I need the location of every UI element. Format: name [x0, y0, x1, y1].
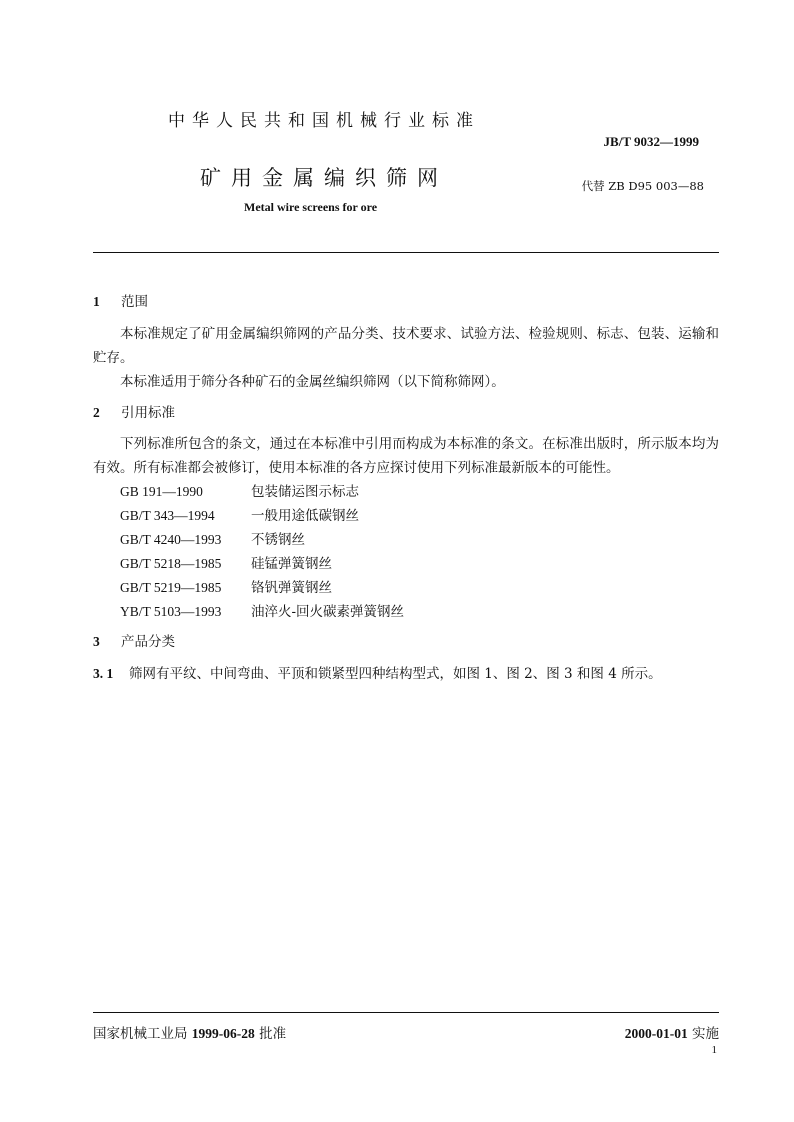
- clause-3-1: [93, 662, 662, 682]
- reference-row: [120, 576, 332, 596]
- reference-code: GB/T 343—1994: [120, 508, 215, 523]
- standard-number: JB/T 9032—1999: [603, 134, 699, 149]
- section-2-paragraph-1: 下列标准所包含的条文，通过在本标准中引用而构成为本标准的条文。在标准出版时，所示版本均为有效。所有标准都会被修订，使用本标准的各方应探讨使用下列标准最新版本的可能性。: [93, 436, 719, 476]
- reference-name: 包装储运图示标志: [251, 484, 359, 500]
- reference-code: YB/T 5103—1993: [120, 604, 222, 619]
- reference-name: 油淬火-回火碳素弹簧钢丝: [251, 604, 405, 620]
- footer-divider: [93, 1012, 719, 1013]
- approval-date: 1999-06-28: [191, 1026, 255, 1041]
- reference-row: [120, 504, 359, 524]
- section-1-heading: [93, 290, 148, 310]
- approval-line: [93, 1022, 286, 1042]
- reference-code: GB/T 5219—1985: [120, 580, 222, 595]
- reference-name: 不锈钢丝: [251, 532, 305, 548]
- section-2-heading: [93, 401, 175, 421]
- reference-row: [120, 552, 332, 572]
- section-3-number: 3: [93, 634, 100, 649]
- section-3-title: 产品分类: [121, 634, 175, 650]
- reference-row: [120, 480, 359, 500]
- industry-standard-title: 中华人民共和国机械行业标准: [168, 111, 480, 131]
- reference-row: [120, 600, 404, 620]
- reference-name: 硅锰弹簧钢丝: [251, 556, 332, 572]
- page-number: 1: [711, 1044, 717, 1056]
- reference-code: GB 191—1990: [120, 484, 203, 499]
- reference-name: 一般用途低碳钢丝: [251, 508, 359, 524]
- section-2-number: 2: [93, 405, 100, 420]
- section-1-paragraph-2: 本标准适用于筛分各种矿石的金属丝编织筛网（以下简称筛网）。: [120, 374, 505, 390]
- section-2-title: 引用标准: [121, 405, 175, 421]
- header-divider: [93, 252, 719, 253]
- approval-org: 国家机械工业局: [93, 1026, 188, 1042]
- section-3-heading: [93, 630, 175, 650]
- effective-date: 2000-01-01: [624, 1026, 688, 1041]
- reference-code: GB/T 4240—1993: [120, 532, 222, 547]
- reference-row: [120, 528, 305, 548]
- replaces-standard: 代替 ZB D95 003—88: [581, 179, 704, 193]
- section-1-paragraph-1: 本标准规定了矿用金属编织筛网的产品分类、技术要求、试验方法、检验规则、标志、包装、运输和贮存。: [93, 326, 719, 366]
- clause-3-1-number: 3. 1: [93, 666, 114, 681]
- effective-line: [625, 1022, 719, 1042]
- reference-code: GB/T 5218—1985: [120, 556, 222, 571]
- approval-word: 批准: [259, 1026, 287, 1042]
- document-title: 矿用金属编织筛网: [200, 166, 448, 190]
- effective-word: 实施: [692, 1026, 719, 1042]
- document-title-english: Metal wire screens for ore: [244, 200, 378, 214]
- reference-name: 铬钒弹簧钢丝: [251, 580, 332, 596]
- section-1-number: 1: [93, 294, 100, 309]
- section-1-title: 范围: [121, 294, 148, 310]
- clause-3-1-text: 筛网有平纹、中间弯曲、平顶和锁紧型四种结构型式，如图 1、图 2、图 3 和图 4 所示。: [129, 666, 662, 682]
